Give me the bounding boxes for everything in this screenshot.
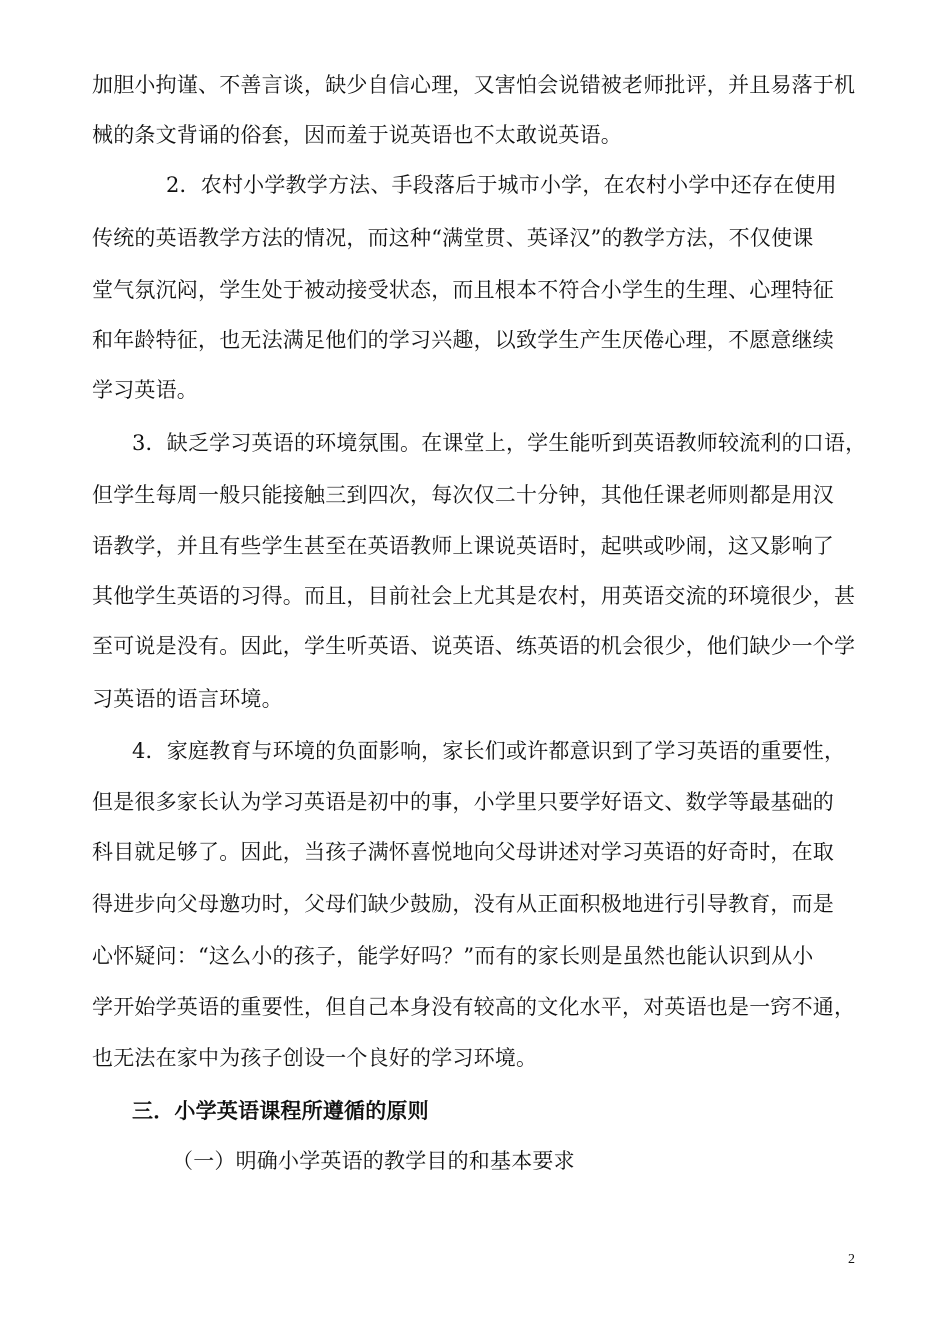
text-line: 学习英语。	[92, 378, 198, 402]
text-line: 习英语的语言环境。	[92, 687, 283, 711]
paragraph-3-start: 3．缺乏学习英语的环境氛围。在课堂上，学生能听到英语教师较流利的口语，	[132, 431, 867, 455]
text-line: 传统的英语教学方法的情况，而这种“满堂贯、英译汉”的教学方法，不仅使课	[92, 226, 814, 250]
text-line: 语教学，并且有些学生甚至在英语教师上课说英语时，起哄或吵闹，这又影响了	[92, 534, 834, 558]
text-line: 加胆小拘谨、不善言谈，缺少自信心理，又害怕会说错被老师批评，并且易落于机	[92, 73, 856, 97]
text-line: 但学生每周一般只能接触三到四次，每次仅二十分钟，其他任课老师则都是用汉	[92, 483, 834, 507]
text-line: 学开始学英语的重要性，但自己本身没有较高的文化水平，对英语也是一窍不通，	[92, 995, 856, 1019]
paragraph-4-start: 4．家庭教育与环境的负面影响，家长们或许都意识到了学习英语的重要性，	[132, 739, 846, 763]
text-line: 和年龄特征，也无法满足他们的学习兴趣，以致学生产生厌倦心理，不愿意继续	[92, 328, 834, 352]
text-line: 其他学生英语的习得。而且，目前社会上尤其是农村，用英语交流的环境很少，甚	[92, 584, 856, 608]
text-line: 科目就足够了。因此，当孩子满怀喜悦地向父母讲述对学习英语的好奇时，在取	[92, 840, 834, 864]
text-line: 得进步向父母邀功时，父母们缺少鼓励，没有从正面积极地进行引导教育，而是	[92, 892, 834, 916]
section-heading: 三．小学英语课程所遵循的原则	[132, 1098, 429, 1123]
subsection-heading: （一）明确小学英语的教学目的和基本要求	[172, 1149, 575, 1173]
text-line: 械的条文背诵的俗套，因而羞于说英语也不太敢说英语。	[92, 123, 622, 147]
page-number: 2	[848, 1252, 855, 1267]
text-line: 至可说是没有。因此，学生听英语、说英语、练英语的机会很少，他们缺少一个学	[92, 634, 856, 658]
paragraph-2-start: 2．农村小学教学方法、手段落后于城市小学，在农村小学中还存在使用	[166, 173, 837, 197]
text-line: 但是很多家长认为学习英语是初中的事，小学里只要学好语文、数学等最基础的	[92, 790, 834, 814]
text-line: 堂气氛沉闷，学生处于被动接受状态，而且根本不符合小学生的生理、心理特征	[92, 278, 834, 302]
text-line: 也无法在家中为孩子创设一个良好的学习环境。	[92, 1046, 538, 1070]
text-line: 心怀疑问：“这么小的孩子，能学好吗？”而有的家长则是虽然也能认识到从小	[92, 944, 814, 968]
